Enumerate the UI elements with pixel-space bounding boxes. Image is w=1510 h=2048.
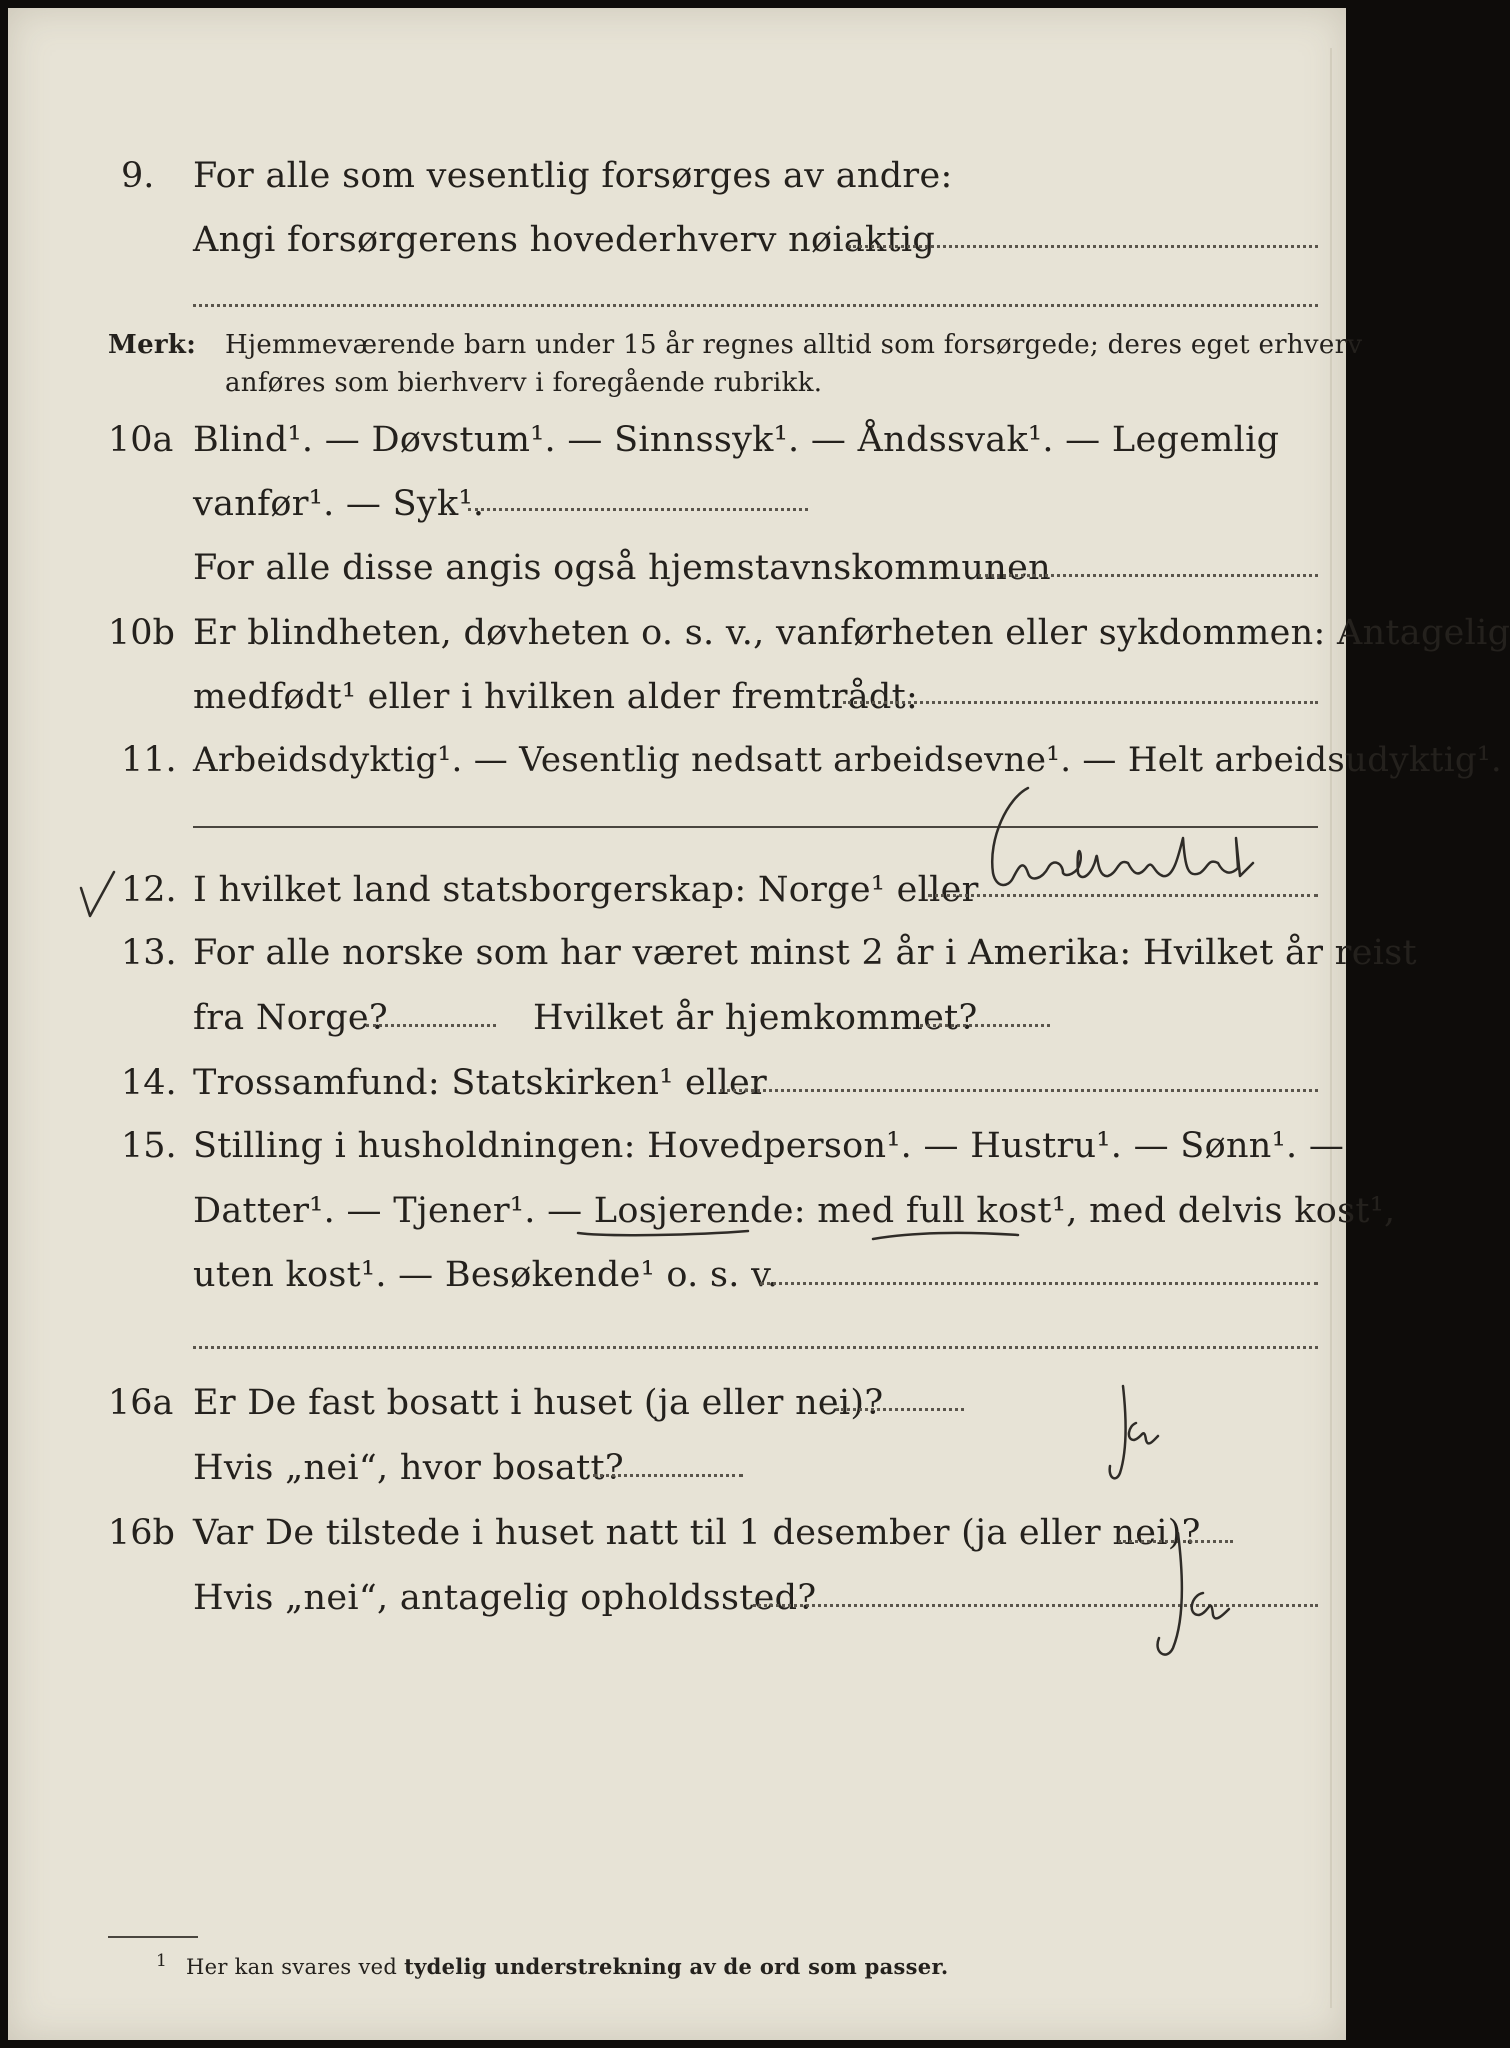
q16a-line-2: Hvis „nei“, hvor bosatt?	[193, 1448, 624, 1488]
q11-number: 11.	[121, 740, 177, 780]
q16b-handwritten-answer	[1143, 1523, 1243, 1663]
q12-answer-text	[1228, 888, 1229, 889]
q10a-municipality-line	[978, 574, 1318, 577]
q14-number: 14.	[121, 1063, 177, 1103]
footnote-divider	[108, 1936, 198, 1938]
q16a-handwritten-answer	[1098, 1378, 1178, 1488]
q13-returned: Hvilket år hjemkommet?	[533, 998, 978, 1038]
q9-subquestion: Angi forsørgerens hovederhverv nøiaktig	[193, 220, 936, 260]
q14-answer-line	[720, 1089, 1318, 1092]
q15-line-2: Datter¹. — Tjener¹. — Losjerende: med full kost¹, med delvis kost¹,	[193, 1191, 1396, 1231]
q16b-answer-text	[1178, 1578, 1179, 1579]
q10a-answer-line	[468, 508, 808, 511]
q10b-answer-line	[843, 701, 1318, 704]
q12-handwritten-answer	[968, 778, 1268, 898]
q15-line-3: uten kost¹. — Besøkende¹ o. s. v.	[193, 1255, 779, 1295]
q15-underline-marks	[578, 1223, 1038, 1253]
census-form-page	[8, 8, 1510, 2040]
q11-line-1: Arbeidsdyktig¹. — Vesentlig nedsatt arbeidsevne¹. — Helt arbeidsudyktig¹.	[193, 740, 1502, 780]
q9-question: For alle som vesentlig forsørges av andre:	[193, 156, 953, 196]
q16a-answer-line	[836, 1408, 964, 1411]
q16a-answer-text	[1128, 1428, 1129, 1429]
q14-line-1: Trossamfund: Statskirken¹ eller	[193, 1063, 768, 1103]
q10a-line-2: vanfør¹. — Syk¹.	[193, 484, 485, 524]
footnote-text	[186, 1954, 949, 1979]
q13-year-returned-line	[920, 1024, 1050, 1027]
q9-answer-line	[848, 245, 1318, 248]
merk-text-1: Hjemmeværende barn under 15 år regnes alltid som forsørgede; deres eget erhverv	[225, 330, 1363, 360]
q15-extra-line	[193, 1346, 1318, 1349]
q16b-line-1: Var De tilstede i huset natt til 1 desember (ja eller nei)?	[193, 1513, 1201, 1553]
q16b-number: 16b	[108, 1513, 175, 1553]
q15-number: 15.	[121, 1126, 177, 1166]
q12-number: 12.	[121, 870, 177, 910]
q10a-line-1: Blind¹. — Døvstum¹. — Sinnssyk¹. — Åndssvak¹. — Legemlig	[193, 420, 1280, 460]
q10b-line-1: Er blindheten, døvheten o. s. v., vanførheten eller sykdommen: Antagelig	[193, 613, 1510, 653]
q15-answer-line	[760, 1282, 1318, 1285]
footnote-text-plain: Her kan svares ved	[186, 1955, 405, 1979]
merk-text-2: anføres som bierhverv i foregående rubrikk.	[225, 368, 823, 398]
q13-year-left-line	[366, 1024, 496, 1027]
q9-extra-line	[193, 304, 1318, 307]
q10b-line-2: medfødt¹ eller i hvilken alder fremtrådt:	[193, 677, 919, 717]
footnote-mark: 1	[156, 1951, 168, 1971]
q16a-number: 16a	[108, 1383, 174, 1423]
merk-label: Merk:	[108, 330, 197, 360]
q16b-line-2: Hvis „nei“, antagelig opholdssted?	[193, 1578, 817, 1618]
q16a-line-1: Er De fast bosatt i huset (ja eller nei)?	[193, 1383, 884, 1423]
q10b-number: 10b	[108, 613, 175, 653]
q9-number: 9.	[121, 156, 155, 196]
q13-from-norway: fra Norge?	[193, 998, 388, 1038]
margin-checkmark	[76, 866, 121, 926]
footnote-text-bold: tydelig understrekning av de ord som passer.	[404, 1954, 949, 1979]
q13-line-1: For alle norske som har været minst 2 år i Amerika: Hvilket år reist	[193, 933, 1417, 973]
q10a-number: 10a	[108, 420, 174, 460]
q12-line-1: I hvilket land statsborgerskap: Norge¹ eller	[193, 870, 979, 910]
q15-line-1: Stilling i husholdningen: Hovedperson¹. — Hustru¹. — Sønn¹. —	[193, 1126, 1345, 1166]
q13-number: 13.	[121, 933, 177, 973]
q10a-line-3: For alle disse angis også hjemstavnskommunen	[193, 548, 1051, 588]
q16a-where-line	[593, 1474, 743, 1477]
